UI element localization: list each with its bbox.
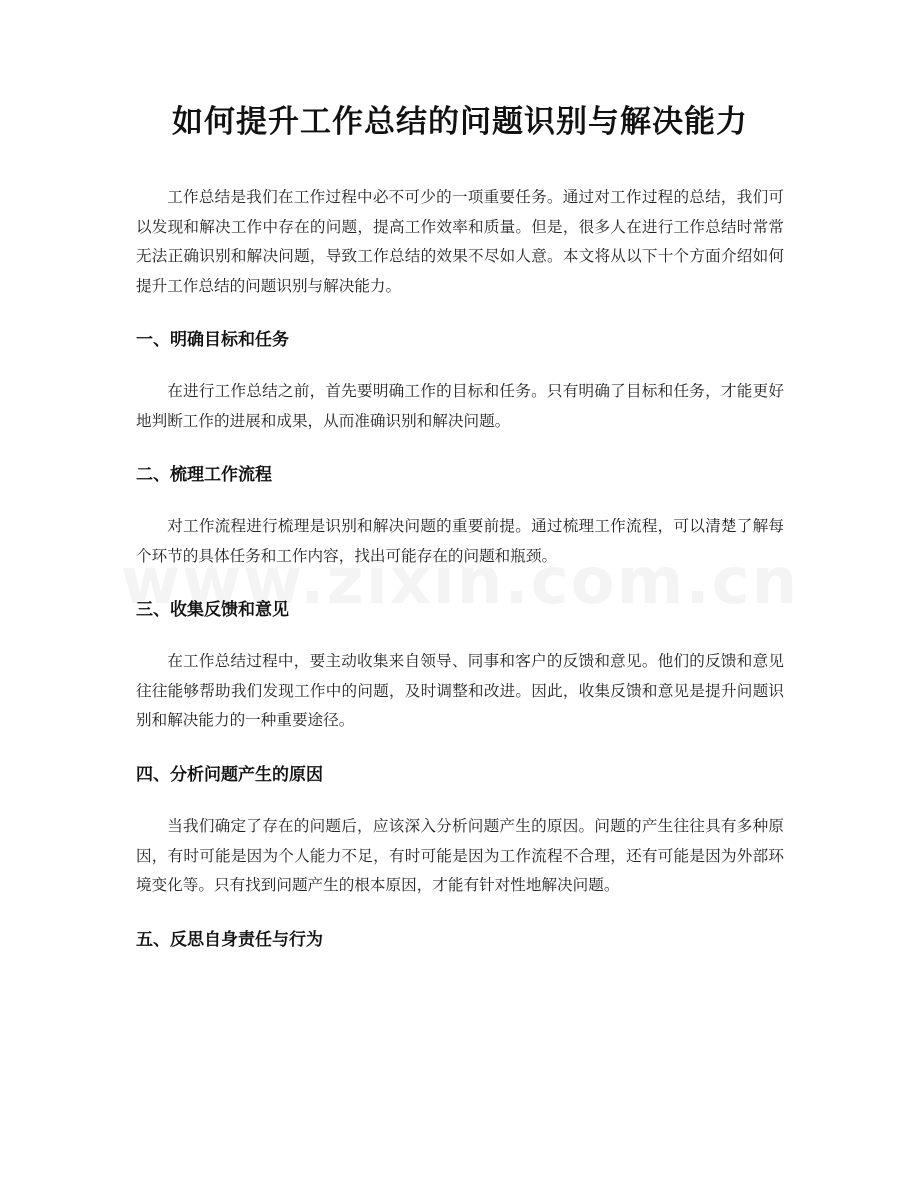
intro-paragraph: 工作总结是我们在工作过程中必不可少的一项重要任务。通过对工作过程的总结，我们可以发现和解决工作中存在的问题，提高工作效率和质量。但是，很多人在进行工作总结时常常无法正确识别和解决问题，导致工作总结的效果不尽如人意。本文将从以下十个方面介绍如何提升工作总结的问题识别与解决能力。 bbox=[136, 188, 784, 295]
section-body-1: 在进行工作总结之前，首先要明确工作的目标和任务。只有明确了目标和任务，才能更好地判断工作的进展和成果，从而准确识别和解决问题。 bbox=[136, 382, 784, 430]
section-heading-5: 五、反思自身责任与行为 bbox=[136, 929, 323, 950]
section-body-2: 对工作流程进行梳理是识别和解决问题的重要前提。通过梳理工作流程，可以清楚了解每个环节的具体任务和工作内容，找出可能存在的问题和瓶颈。 bbox=[136, 517, 784, 565]
section-heading-4: 四、分析问题产生的原因 bbox=[136, 764, 323, 785]
section-body-3: 在工作总结过程中，要主动收集来自领导、同事和客户的反馈和意见。他们的反馈和意见往往能够帮助我们发现工作中的问题，及时调整和改进。因此，收集反馈和意见是提升问题识别和解决能力的一种重要途径。 bbox=[136, 652, 784, 730]
section-heading-2: 二、梳理工作流程 bbox=[136, 465, 272, 486]
section-heading-1: 一、明确目标和任务 bbox=[136, 330, 289, 351]
section-body-4: 当我们确定了存在的问题后，应该深入分析问题产生的原因。问题的产生往往具有多种原因，有时可能是因为个人能力不足，有时可能是因为工作流程不合理，还有可能是因为外部环境变化等。只有找到问题产生的根本原因，才能有针对性地解决问题。 bbox=[136, 817, 784, 895]
document-title: 如何提升工作总结的问题识别与解决能力 bbox=[172, 104, 748, 140]
section-heading-3: 三、收集反馈和意见 bbox=[136, 600, 289, 621]
